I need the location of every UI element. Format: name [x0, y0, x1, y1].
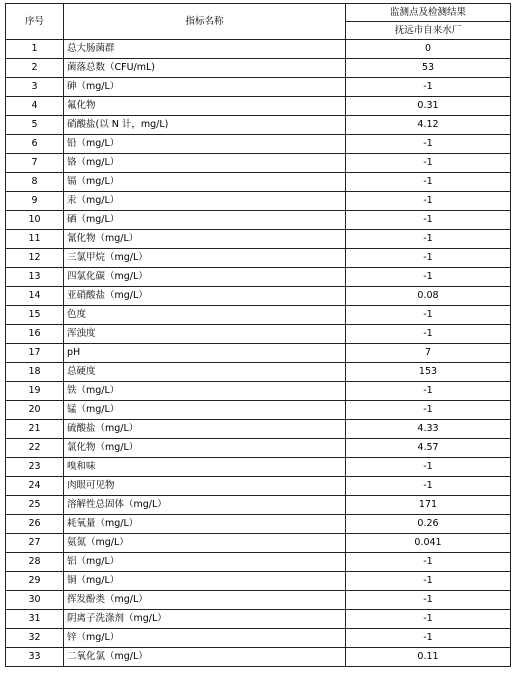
row-indicator-name: 铝（mg/L）: [64, 553, 346, 572]
row-serial-number: 27: [6, 534, 64, 553]
row-test-value: 0.11: [346, 648, 511, 667]
row-indicator-name: 总大肠菌群: [64, 40, 346, 59]
row-test-value: -1: [346, 591, 511, 610]
row-serial-number: 22: [6, 439, 64, 458]
row-serial-number: 1: [6, 40, 64, 59]
row-indicator-name: 氰化物（mg/L）: [64, 230, 346, 249]
row-indicator-name: 挥发酚类（mg/L）: [64, 591, 346, 610]
table-row: [6, 496, 511, 515]
row-indicator-name: 硝酸盐(以 N 计，mg/L): [64, 116, 346, 135]
row-test-value: 4.33: [346, 420, 511, 439]
row-indicator-name: pH: [64, 344, 346, 363]
row-test-value: 4.57: [346, 439, 511, 458]
table-row: [6, 211, 511, 230]
row-indicator-name: 铬（mg/L）: [64, 154, 346, 173]
table-row: [6, 382, 511, 401]
table-row: [6, 477, 511, 496]
row-indicator-name: 肉眼可见物: [64, 477, 346, 496]
table-row: [6, 249, 511, 268]
row-test-value: -1: [346, 173, 511, 192]
row-indicator-name: 氟化物: [64, 97, 346, 116]
row-indicator-name: 砷（mg/L）: [64, 78, 346, 97]
row-indicator-name: 铁（mg/L）: [64, 382, 346, 401]
row-test-value: -1: [346, 230, 511, 249]
row-test-value: -1: [346, 306, 511, 325]
table-header: [6, 4, 511, 40]
row-indicator-name: 嗅和味: [64, 458, 346, 477]
table-row: [6, 287, 511, 306]
row-serial-number: 19: [6, 382, 64, 401]
row-serial-number: 20: [6, 401, 64, 420]
row-serial-number: 3: [6, 78, 64, 97]
table-body: [6, 40, 511, 667]
row-indicator-name: 四氯化碳（mg/L）: [64, 268, 346, 287]
table-row: [6, 572, 511, 591]
table-row: [6, 116, 511, 135]
row-serial-number: 29: [6, 572, 64, 591]
row-indicator-name: 耗氧量（mg/L）: [64, 515, 346, 534]
row-test-value: -1: [346, 325, 511, 344]
row-test-value: 0: [346, 40, 511, 59]
table-row: [6, 629, 511, 648]
row-serial-number: 17: [6, 344, 64, 363]
table-row: [6, 610, 511, 629]
table-row: [6, 363, 511, 382]
row-serial-number: 23: [6, 458, 64, 477]
row-serial-number: 24: [6, 477, 64, 496]
row-test-value: -1: [346, 154, 511, 173]
row-test-value: -1: [346, 458, 511, 477]
row-indicator-name: 溶解性总固体（mg/L）: [64, 496, 346, 515]
row-indicator-name: 阴离子洗涤剂（mg/L）: [64, 610, 346, 629]
row-serial-number: 33: [6, 648, 64, 667]
row-test-value: 153: [346, 363, 511, 382]
table-row: [6, 439, 511, 458]
row-test-value: -1: [346, 192, 511, 211]
row-test-value: 171: [346, 496, 511, 515]
water-quality-table: [5, 3, 511, 667]
row-indicator-name: 汞（mg/L）: [64, 192, 346, 211]
table-row: [6, 268, 511, 287]
row-serial-number: 4: [6, 97, 64, 116]
row-test-value: 0.08: [346, 287, 511, 306]
table-row: [6, 344, 511, 363]
row-test-value: -1: [346, 401, 511, 420]
row-serial-number: 10: [6, 211, 64, 230]
table-row: [6, 458, 511, 477]
table-row: [6, 420, 511, 439]
table-row: [6, 648, 511, 667]
row-indicator-name: 二氧化氯（mg/L）: [64, 648, 346, 667]
header-site-name: 抚远市自来水厂: [346, 22, 511, 40]
row-serial-number: 25: [6, 496, 64, 515]
row-test-value: 0.041: [346, 534, 511, 553]
row-serial-number: 26: [6, 515, 64, 534]
row-serial-number: 5: [6, 116, 64, 135]
row-serial-number: 9: [6, 192, 64, 211]
row-indicator-name: 镉（mg/L）: [64, 173, 346, 192]
row-test-value: -1: [346, 477, 511, 496]
row-serial-number: 6: [6, 135, 64, 154]
row-test-value: 4.12: [346, 116, 511, 135]
row-indicator-name: 菌落总数（CFU/mL): [64, 59, 346, 78]
row-indicator-name: 氨氮（mg/L）: [64, 534, 346, 553]
table-row: [6, 97, 511, 116]
row-indicator-name: 三氯甲烷（mg/L）: [64, 249, 346, 268]
row-serial-number: 8: [6, 173, 64, 192]
row-test-value: -1: [346, 268, 511, 287]
row-test-value: 7: [346, 344, 511, 363]
table-row: [6, 154, 511, 173]
row-indicator-name: 铜（mg/L）: [64, 572, 346, 591]
row-indicator-name: 硫酸盐（mg/L）: [64, 420, 346, 439]
row-serial-number: 2: [6, 59, 64, 78]
row-serial-number: 28: [6, 553, 64, 572]
row-test-value: -1: [346, 249, 511, 268]
row-serial-number: 16: [6, 325, 64, 344]
table-row: [6, 135, 511, 154]
header-monitoring-result: 监测点及检测结果: [346, 4, 511, 22]
row-serial-number: 30: [6, 591, 64, 610]
row-indicator-name: 总硬度: [64, 363, 346, 382]
row-serial-number: 21: [6, 420, 64, 439]
row-serial-number: 31: [6, 610, 64, 629]
row-serial-number: 32: [6, 629, 64, 648]
row-serial-number: 15: [6, 306, 64, 325]
row-serial-number: 7: [6, 154, 64, 173]
row-indicator-name: 硒（mg/L）: [64, 211, 346, 230]
row-serial-number: 18: [6, 363, 64, 382]
row-serial-number: 13: [6, 268, 64, 287]
row-serial-number: 12: [6, 249, 64, 268]
table-row: [6, 59, 511, 78]
row-indicator-name: 色度: [64, 306, 346, 325]
row-indicator-name: 氯化物（mg/L）: [64, 439, 346, 458]
table-row: [6, 591, 511, 610]
row-indicator-name: 锰（mg/L）: [64, 401, 346, 420]
row-test-value: -1: [346, 382, 511, 401]
header-row: [6, 4, 511, 22]
row-indicator-name: 铅（mg/L）: [64, 135, 346, 154]
row-indicator-name: 锌（mg/L）: [64, 629, 346, 648]
row-indicator-name: 浑浊度: [64, 325, 346, 344]
row-test-value: -1: [346, 78, 511, 97]
table-row: [6, 78, 511, 97]
row-serial-number: 14: [6, 287, 64, 306]
table-row: [6, 553, 511, 572]
table-row: [6, 192, 511, 211]
table-row: [6, 401, 511, 420]
row-test-value: 0.26: [346, 515, 511, 534]
header-indicator-name: 指标名称: [64, 4, 346, 40]
row-test-value: -1: [346, 572, 511, 591]
table-row: [6, 173, 511, 192]
table-row: [6, 306, 511, 325]
table-row: [6, 325, 511, 344]
row-test-value: -1: [346, 135, 511, 154]
row-test-value: -1: [346, 629, 511, 648]
row-test-value: 53: [346, 59, 511, 78]
row-test-value: -1: [346, 211, 511, 230]
table-row: [6, 230, 511, 249]
row-serial-number: 11: [6, 230, 64, 249]
row-test-value: 0.31: [346, 97, 511, 116]
table-row: [6, 534, 511, 553]
row-indicator-name: 亚硝酸盐（mg/L）: [64, 287, 346, 306]
header-serial-number: 序号: [6, 4, 64, 40]
row-test-value: -1: [346, 553, 511, 572]
table-row: [6, 40, 511, 59]
table-row: [6, 515, 511, 534]
row-test-value: -1: [346, 610, 511, 629]
